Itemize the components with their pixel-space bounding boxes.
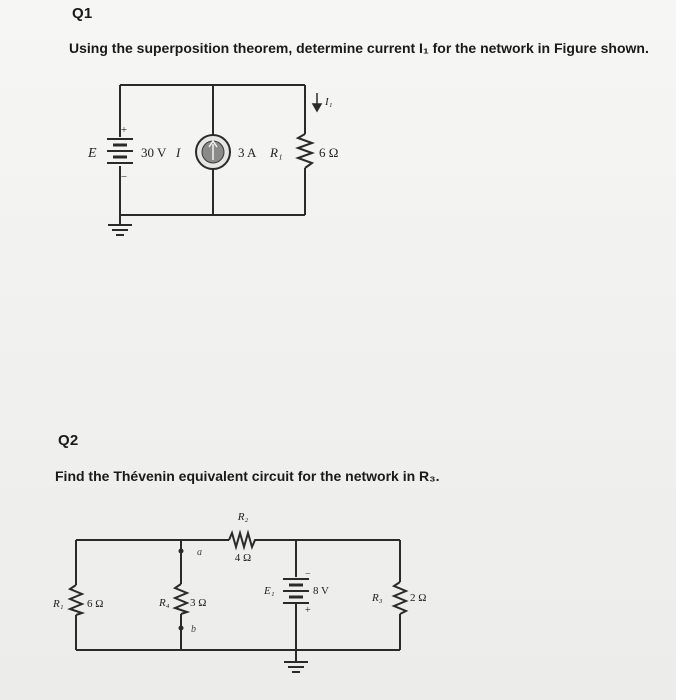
q2-resistor-r3 — [394, 582, 406, 614]
q2-r4-name: R₄ — [159, 597, 170, 609]
q1-voltage-plus: + — [120, 124, 128, 136]
q2-terminal-a-dot — [179, 549, 184, 554]
question-2-label: Q2 — [58, 432, 79, 449]
q2-source-name: E₁ — [264, 585, 275, 597]
question-1-label: Q1 — [72, 5, 93, 22]
q1-resistor-name: R₁ — [270, 145, 283, 160]
q2-ground-icon — [284, 662, 308, 672]
q1-current-arrow-icon — [313, 93, 321, 111]
question-2-text: Find the Thévenin equivalent circuit for the network in R₃. — [55, 468, 440, 484]
q2-resistor-r4 — [175, 584, 187, 614]
q2-r2-name: R₂ — [237, 511, 249, 523]
q2-resistor-r1 — [70, 585, 82, 615]
q1-voltage-source — [107, 139, 133, 163]
q2-circuit-diagram — [0, 490, 676, 700]
q2-terminal-b-dot — [179, 626, 184, 631]
q2-r1-name: R₁ — [53, 598, 64, 610]
q2-node-b: b — [191, 624, 196, 635]
q1-resistor-value: 6 Ω — [319, 145, 339, 160]
q1-current-source-value: 3 A — [238, 145, 257, 160]
q1-voltage-symbol: E — [88, 146, 97, 161]
q2-r3-value: 2 Ω — [410, 592, 427, 604]
q2-source-minus: − — [305, 569, 311, 580]
q1-voltage-value: 30 V — [141, 145, 167, 160]
q2-r3-name: R₃ — [372, 592, 383, 604]
q2-node-a: a — [197, 547, 202, 558]
q2-r2-value: 4 Ω — [234, 552, 252, 564]
q1-resistor-r1 — [298, 134, 312, 168]
question-1-text: Using the superposition theorem, determine current I₁ for the network in Figure shown. — [69, 40, 649, 56]
q2-voltage-source — [283, 579, 309, 603]
q2-source-plus: + — [305, 605, 311, 616]
q1-current-source-letter: I — [176, 145, 181, 160]
q2-r1-value: 6 Ω — [87, 598, 104, 610]
q2-r4-value: 3 Ω — [190, 597, 207, 609]
q1-voltage-minus: − — [120, 171, 128, 183]
q1-current-label: I₁ — [325, 96, 333, 108]
q2-source-value: 8 V — [313, 585, 329, 597]
q1-current-source — [196, 135, 230, 169]
q2-resistor-r2 — [229, 533, 257, 547]
q1-ground-icon — [108, 225, 132, 235]
